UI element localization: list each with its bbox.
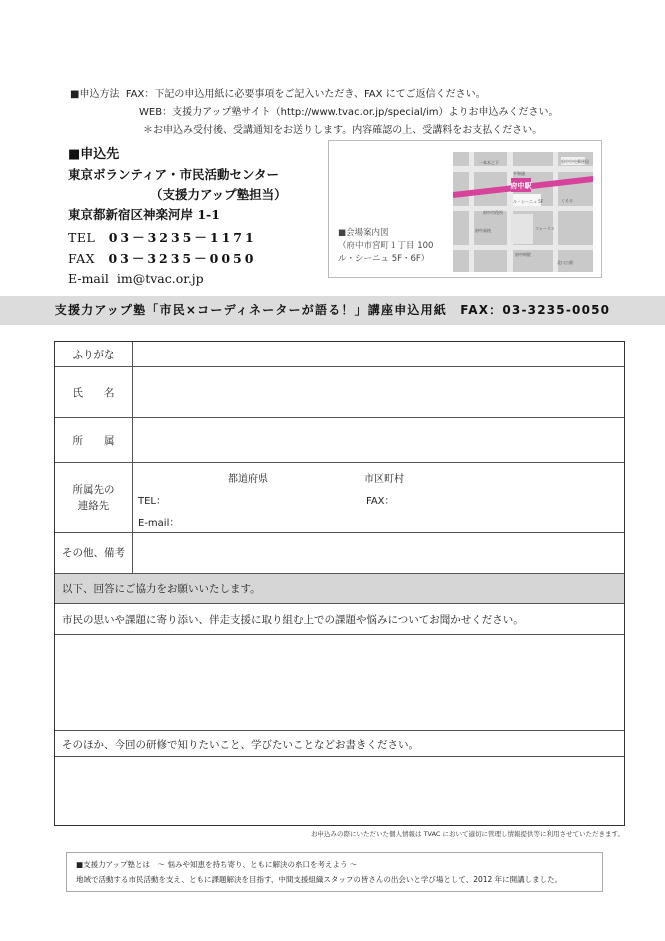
name-field[interactable] [135, 370, 623, 414]
about-title: ■支援力アップ塾とは ～ 悩みや知恵を持ち寄り、ともに解決の糸口を考えよう ～ [76, 860, 358, 869]
venue-caption-title: ■会場案内図 [338, 228, 389, 238]
map-label: 平和通 [513, 171, 525, 176]
answer-1-field[interactable] [57, 637, 622, 727]
affiliation-label: 所 属 [72, 435, 115, 447]
venue-caption [338, 227, 433, 266]
map-label: 府中中央郵便局 [561, 159, 589, 164]
map-label: 府中市役所 [483, 210, 503, 215]
city-label: 市区町村 [364, 474, 404, 485]
about-box [66, 852, 603, 892]
tel-number: 03－3235－1171 [108, 230, 257, 245]
map-label: フォーリス [535, 226, 555, 231]
prefecture-label: 都道府県 [228, 474, 268, 485]
question-2: そのほか、今回の研修で知りたいこと、学びたいことなどお書きください。 [62, 739, 419, 751]
privacy-note: お申込みの際にいただいた個人情報は TVAC において適切に管理し情報提供等に利用させていただきます。 [311, 830, 624, 838]
contact-heading: ■申込先 [68, 147, 120, 162]
payment-note: ＊お申込み受付後、受講通知をお送りします。内容確認の上、受講料をお支払ください。 [143, 125, 543, 136]
fax-number: 03－3235－0050 [108, 251, 257, 266]
contact-tel-label: TEL： [138, 496, 166, 507]
contact-org: 東京ボランティア・市民活動センター [68, 167, 280, 182]
web-instruction: WEB：支援力アップ塾サイト（http://www.tvac.or.jp/special/im）よりお申込みください。 [139, 107, 559, 118]
venue-map [453, 152, 593, 272]
about-body: 地域で活動する市民活動を支え、ともに課題解決を目指す、中間支援組織スタッフの皆さんの出会いと学び場として、2012 年に開講しました。 [76, 875, 563, 884]
application-form [54, 341, 625, 826]
affiliation-field[interactable] [135, 420, 623, 460]
contact-fax-label: FAX： [366, 496, 395, 507]
affiliation-contact-label: 所属先の 連絡先 [72, 484, 115, 512]
contact-address: 東京都新宿区神楽河岸 1-1 [68, 207, 220, 222]
name-label: 氏 名 [72, 387, 115, 399]
method-label: ■申込方法 [70, 89, 120, 100]
tel-label: TEL [68, 230, 96, 245]
map-label: ル・シーニュ 5F [513, 199, 544, 204]
map-label: 府中高校 [475, 228, 491, 233]
map-label: 北口公園 [557, 260, 573, 265]
contact-dept: （支援力アップ塾担当） [150, 187, 287, 202]
map-label: くるる [561, 198, 573, 203]
station-label: 府中駅 [510, 182, 532, 190]
email-label: E-mail [68, 271, 109, 286]
venue-address-1: （府中市宮町１丁目 100 [338, 241, 434, 251]
furigana-field[interactable] [135, 344, 623, 364]
answer-2-field[interactable] [57, 759, 622, 823]
application-method [70, 86, 559, 140]
venue-address-2: ル・シーニュ 5F・6F） [338, 254, 430, 264]
fax-instruction: FAX：下記の申込用紙に必要事項をご記入いただき、FAX にてご返信ください。 [125, 89, 486, 100]
form-title: 支援力アップ塾「市民×コーディネーターが語る！」講座申込用紙 FAX：03-3235-0050 [54, 303, 611, 317]
fax-label: FAX [68, 251, 96, 266]
map-label: 一本木之下 [479, 160, 499, 165]
contact-email-label: E-mail： [138, 518, 180, 529]
survey-intro: 以下、回答にご協力をお願いいたします。 [62, 583, 261, 595]
map-label: 府中病院 [515, 252, 531, 257]
question-1: 市民の思いや課題に寄り添い、伴走支援に取り組む上での課題や悩みについてお聞かせください。 [62, 614, 524, 626]
notes-label: その他、備考 [62, 547, 125, 559]
email-address[interactable]: im@tvac.or.jp [116, 271, 204, 286]
furigana-label: ふりがな [72, 349, 115, 361]
notes-field[interactable] [135, 535, 623, 571]
contact-block [68, 145, 287, 289]
